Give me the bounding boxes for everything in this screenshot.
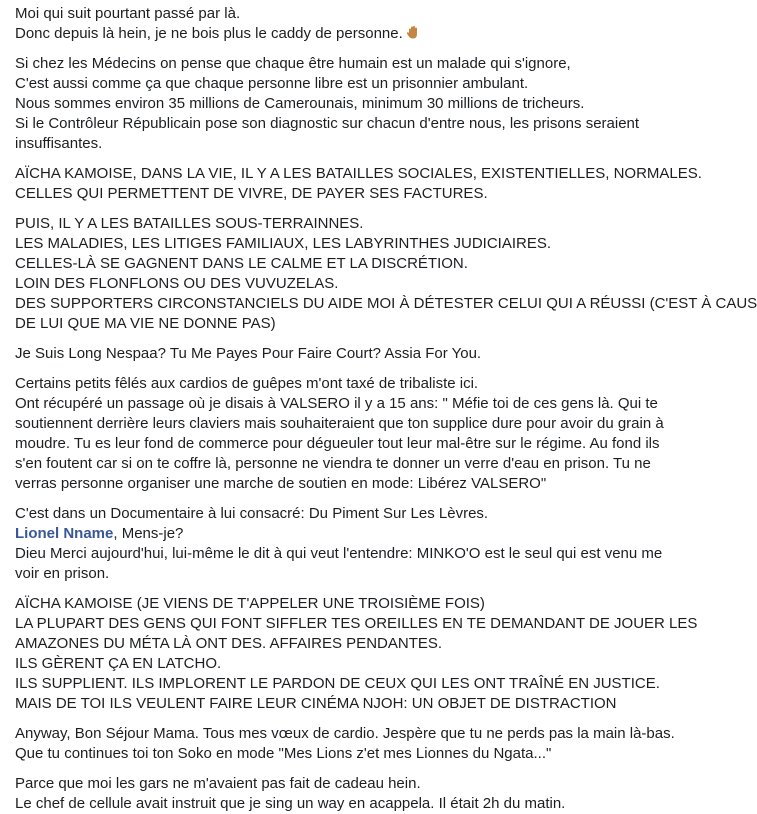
text-line: AMAZONES DU MÉTA LÀ ONT DES. AFFAIRES PENDANTES. [15,635,443,652]
text-line: Anyway, Bon Séjour Mama. Tous mes vœux de cardio. Jespère que tu ne perds pas la main là-bas. [15,725,675,742]
text-fragment: , Mens-je? [113,525,184,542]
waving-hand-icon [405,24,421,40]
text-line: CELLES-LÀ SE GAGNENT DANS LE CALME ET LA DISCRÉTION. [15,255,468,272]
text-line: Je Suis Long Nespaa? Tu Me Payes Pour Faire Court? Assia For You. [15,345,482,362]
text-line: LA PLUPART DES GENS QUI FONT SIFFLER TES OREILLES EN TE DEMANDANT DE JOUER LES [15,615,698,632]
text-line: Dieu Merci aujourd'hui, lui-même le dit à qui veut l'entendre: MINKO'O est le seul qui est venu me [15,545,663,562]
text-line: soutiennent derrière leurs claviers mais souhaiteraient que ton supplice dure pour avoir du grain à [15,415,664,432]
paragraph-5 [15,344,669,364]
text-line: Le chef de cellule avait instruit que je sing un way en acappela. Il était 2h du matin. [15,795,566,812]
text-line: Si chez les Médecins on pense que chaque être humain est un malade qui s'ignore, [15,55,571,72]
paragraph-9 [15,724,675,764]
text-line: Ont récupéré un passage où je disais à VALSERO il y a 15 ans: " Méfie toi de ces gens là. Qui te [15,395,658,412]
text-line: Moi qui suit pourtant passé par là. [15,5,241,22]
paragraph-10 [15,774,669,814]
text-line: PUIS, IL Y A LES BATAILLES SOUS-TERRAINNES. [15,215,364,232]
text-line: C'est dans un Documentaire à lui consacré: Du Piment Sur Les Lèvres. [15,505,489,522]
text-line: Certains petits fêlés aux cardios de guêpes m'ont taxé de tribaliste ici. [15,375,479,392]
paragraph-6 [15,374,669,494]
text-line: ILS GÈRENT ÇA EN LATCHO. [15,655,222,672]
text-line: LES MALADIES, LES LITIGES FAMILIAUX, LES LABYRINTHES JUDICIAIRES. [15,235,552,252]
text-line: MAIS DE TOI ILS VEULENT FAIRE LEUR CINÉMA NJOH: UN OBJET DE DISTRACTION [15,695,617,712]
text-line: AÏCHA KAMOISE, DANS LA VIE, IL Y A LES BATAILLES SOCIALES, EXISTENTIELLES, NORMALES. [15,165,702,182]
text-line: C'est aussi comme ça que chaque personne libre est un prisonnier ambulant. [15,75,529,92]
text-line: voir en prison. [15,565,110,582]
text-line: Nous sommes environ 35 millions de Camerounais, minimum 30 millions de tricheurs. [15,95,585,112]
text-line: AÏCHA KAMOISE (JE VIENS DE T'APPELER UNE TROISIÈME FOIS) [15,595,485,612]
text-line-with-mention [15,524,669,544]
text-line: s'en foutent car si on te coffre là, personne ne viendra te donner un verre d'eau en prison. Tu ne [15,455,651,472]
text-line: Si le Contrôleur Républicain pose son diagnostic sur chacun d'entre nous, les prisons seraient [15,115,640,132]
text-line: verras personne organiser une marche de soutien en mode: Libérez VALSERO" [15,475,547,492]
text-line-with-emoji [15,24,669,44]
paragraph-7 [15,504,669,584]
text-line: Parce que moi les gars ne m'avaient pas fait de cadeau hein. [15,775,421,792]
paragraph-2 [15,54,669,154]
text-line: moudre. Tu es leur fond de commerce pour dégueuler tout leur mal-être sur le régime. Au fond ils [15,435,660,452]
paragraph-1 [15,4,669,44]
text-line: Que tu continues toi ton Soko en mode "Mes Lions z'et mes Lionnes du Ngata..." [15,745,552,762]
paragraph-4 [15,214,757,334]
paragraph-8 [15,594,698,714]
text-line: DE LUI QUE MA VIE NE DONNE PAS) [15,315,276,332]
text-line: DES SUPPORTERS CIRCONSTANCIELS DU AIDE MOI À DÉTESTER CELUI QUI A RÉUSSI (C'EST À CAUS [15,295,757,312]
text-line: insuffisantes. [15,135,103,152]
text-line: ILS SUPPLIENT. ILS IMPLORENT LE PARDON DE CEUX QUI LES ONT TRAÎNÉ EN JUSTICE. [15,675,660,692]
text-line: LOIN DES FLONFLONS OU DES VUVUZELAS. [15,275,339,292]
user-mention-link[interactable]: Lionel Nname [15,525,114,542]
text-line: CELLES QUI PERMETTENT DE VIVRE, DE PAYER SES FACTURES. [15,185,488,202]
text-line: Donc depuis là hein, je ne bois plus le caddy de personne. [15,25,403,42]
paragraph-3 [15,164,702,204]
